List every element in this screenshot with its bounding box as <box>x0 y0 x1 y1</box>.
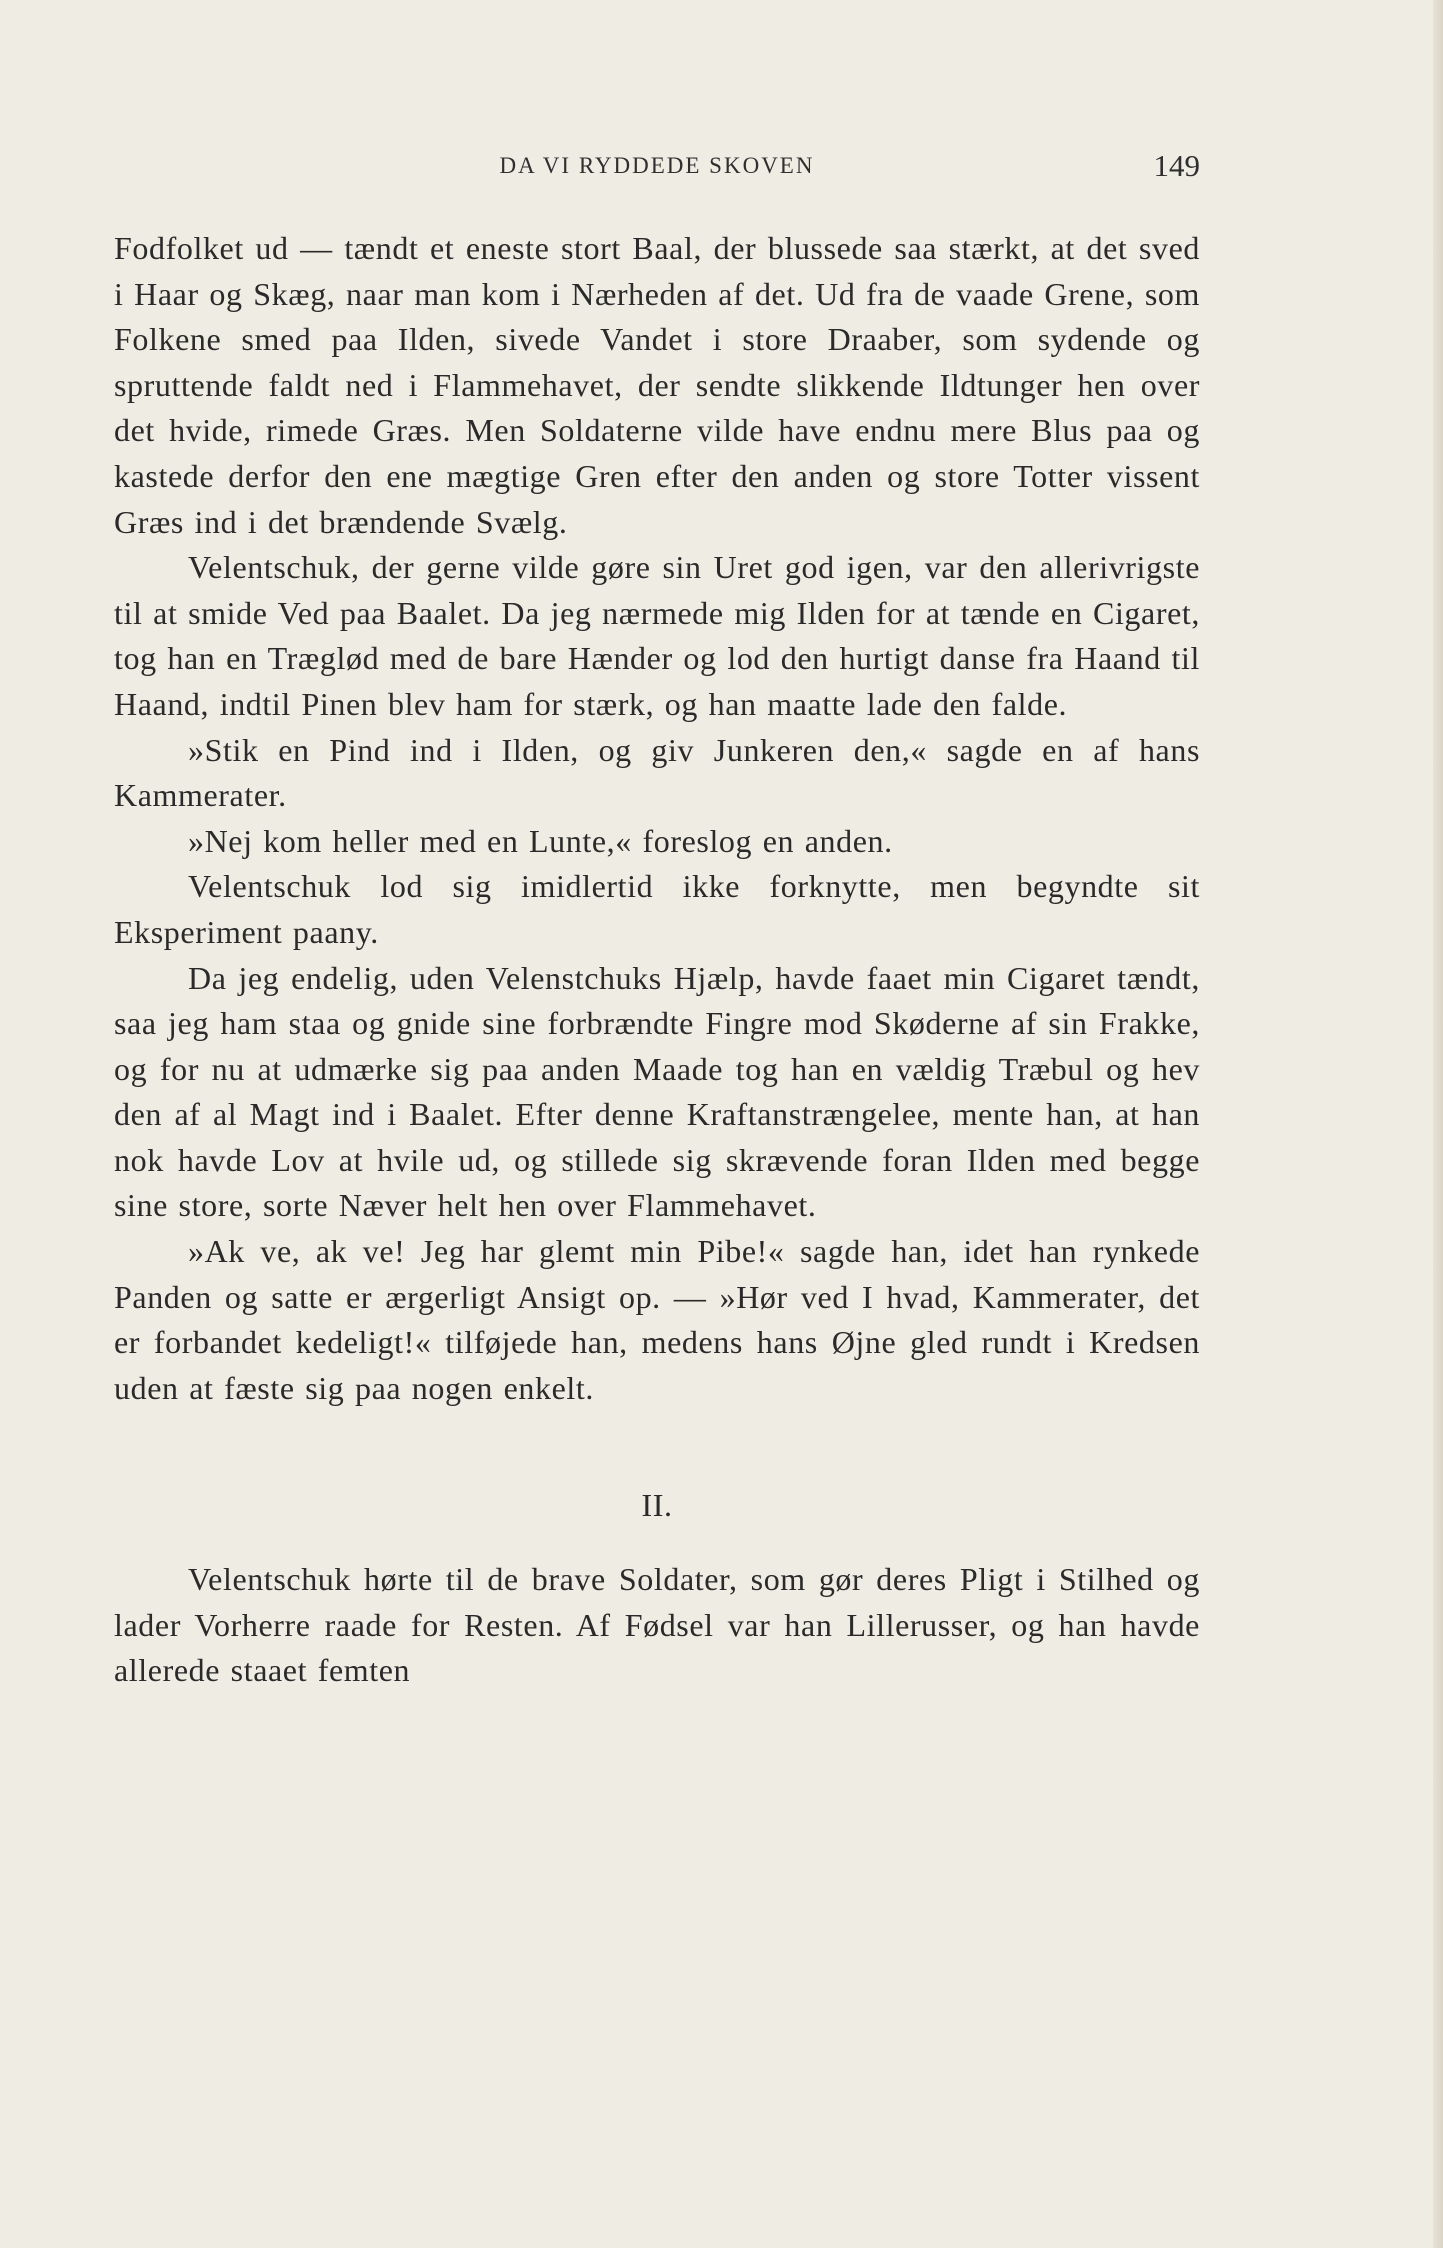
paragraph-7: »Ak ve, ak ve! Jeg har glemt min Pibe!« sagde han, idet han rynkede Panden og satte er ærgerligt Ansigt op. — »Hør ved I hvad, Kammerater, det er forbandet kedeligt!« tilføjede han, medens hans Øjne gled rundt i Kredsen uden at fæste sig paa nogen enkelt. <box>114 1233 1200 1406</box>
running-head <box>114 146 1200 186</box>
page-edge <box>1433 0 1443 2248</box>
paragraph-2: Velentschuk, der gerne vilde gøre sin Uret god igen, var den allerivrigste til at smide Ved paa Baalet. Da jeg nærmede mig Ilden for at tænde en Cigaret, tog han en Træglød med de bare Hænder og lod den hurtigt danse fra Haand til Haand, indtil Pinen blev ham for stærk, og han maatte lade den falde. <box>114 549 1200 722</box>
paragraph-6: Da jeg endelig, uden Velenstchuks Hjælp, havde faaet min Cigaret tændt, saa jeg ham staa og gnide sine forbrændte Fingre mod Skøderne af sin Frakke, og for nu at udmærke sig paa anden Maade tog han en vældig Træbul og hev den af al Magt ind i Baalet. Efter denne Kraftanstrængelee, mente han, at han nok havde Lov at hvile ud, og stillede sig skrævende foran Ilden med begge sine store, sorte Næver helt hen over Flammehavet. <box>114 959 1200 1224</box>
body-text <box>114 226 1200 1694</box>
page-number: 149 <box>1153 148 1200 183</box>
section-heading: II. <box>641 1487 673 1524</box>
paragraph-1: Fodfolket ud — tændt et eneste stort Baal, der blussede saa stærkt, at det sved i Haar og Skæg, naar man kom i Nærheden af det. Ud fra de vaade Grene, som Folkene smed paa Ilden, sivede Vandet i store Draaber, som sydende og spruttende faldt ned i Flammehavet, der sendte slikkende Ildtunger hen over det hvide, rimede Græs. Men Soldaterne vilde have endnu mere Blus paa og kastede derfor den ene mægtige Gren efter den anden og store Totter vissent Græs ind i det brændende Svælg. <box>114 230 1200 540</box>
section-paragraph-1: Velentschuk hørte til de brave Soldater, som gør deres Pligt i Stilhed og lader Vorherre raade for Resten. Af Fødsel var han Lillerusser, og han havde allerede staaet femten <box>114 1561 1200 1689</box>
paragraph-5: Velentschuk lod sig imidlertid ikke forknytte, men begyndte sit Eksperiment paany. <box>114 868 1200 950</box>
running-title: DA VI RYDDEDE SKOVEN <box>499 153 815 178</box>
paragraph-4: »Nej kom heller med en Lunte,« foreslog en anden. <box>188 822 893 859</box>
paragraph-3: »Stik en Pind ind i Ilden, og giv Junkeren den,« sagde en af hans Kammerater. <box>114 731 1200 814</box>
